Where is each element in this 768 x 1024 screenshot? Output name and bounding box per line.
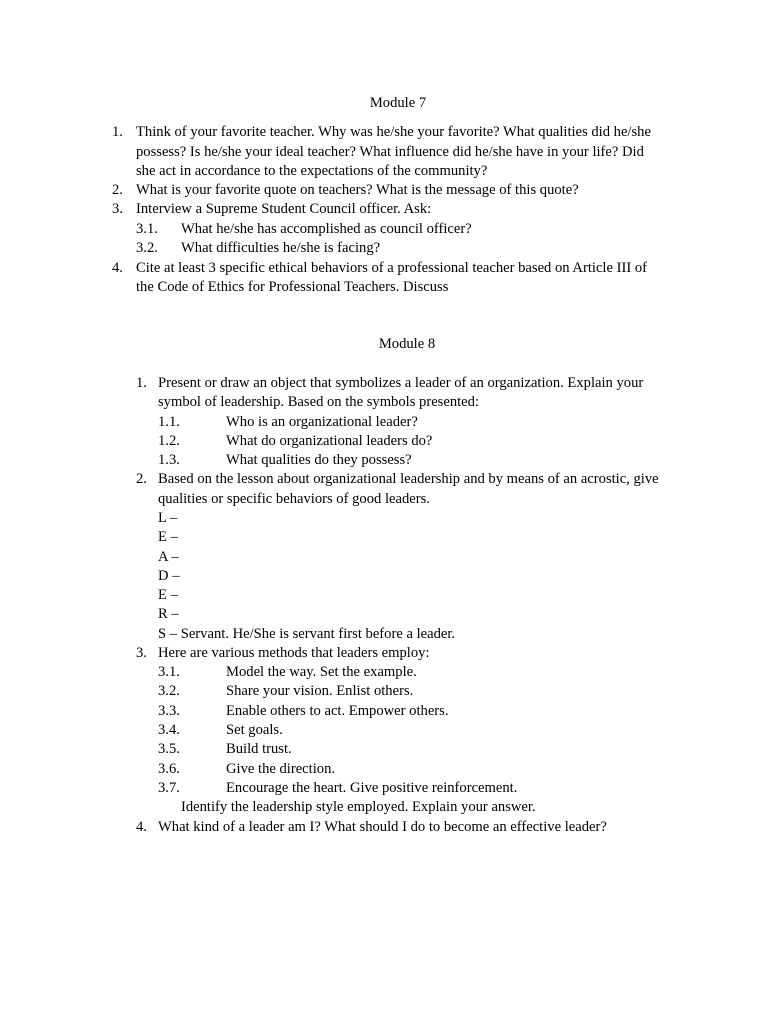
sublist-number: 3.7. (158, 780, 180, 796)
list-number: 4. (112, 260, 123, 276)
acrostic-line-d: D – (158, 568, 180, 584)
list-item-text: she act in accordance to the expectations of the community? (136, 163, 488, 179)
sublist-item-text: What do organizational leaders do? (226, 433, 433, 449)
list-item-text: qualities or specific behaviors of good leaders. (158, 491, 430, 507)
sublist-number: 3.4. (158, 722, 180, 738)
acrostic-line-s: S – Servant. He/She is servant first before a leader. (158, 626, 456, 642)
sublist-item-text: Share your vision. Enlist others. (226, 683, 414, 699)
module-8-title: Module 8 (378, 336, 436, 352)
list-number: 2. (112, 182, 123, 198)
sublist-item-text: What qualities do they possess? (226, 452, 412, 468)
list-item-text: What is your favorite quote on teachers? What is the message of this quote? (136, 182, 579, 198)
list-number: 1. (136, 375, 147, 391)
sublist-number: 3.6. (158, 761, 180, 777)
sublist-number: 3.1. (158, 664, 180, 680)
list-item-text: the Code of Ethics for Professional Teachers. Discuss (136, 279, 449, 295)
list-number: 2. (136, 471, 147, 487)
list-item-text: Interview a Supreme Student Council officer. Ask: (136, 201, 432, 217)
acrostic-line-e: E – (158, 529, 178, 545)
sublist-item-text: What he/she has accomplished as council officer? (181, 221, 472, 237)
sublist-item-text: Enable others to act. Empower others. (226, 703, 449, 719)
list-number: 1. (112, 124, 123, 140)
list-item-text: What kind of a leader am I? What should I do to become an effective leader? (158, 819, 607, 835)
list-item-text: Here are various methods that leaders employ: (158, 645, 430, 661)
sublist-item-text: Encourage the heart. Give positive reinforcement. (226, 780, 518, 796)
sublist-item-text: Set goals. (226, 722, 283, 738)
acrostic-line-r: R – (158, 606, 179, 622)
module-8-item-3-instruction: Identify the leadership style employed. Explain your answer. (181, 799, 536, 815)
sublist-number: 3.2. (158, 683, 180, 699)
list-item-text: Cite at least 3 specific ethical behaviors of a professional teacher based on Article III of (136, 260, 647, 276)
sublist-number: 3.3. (158, 703, 180, 719)
sublist-item-text: Who is an organizational leader? (226, 414, 418, 430)
sublist-item-text: Give the direction. (226, 761, 336, 777)
acrostic-line-a: A – (158, 549, 179, 565)
sublist-item-text: Model the way. Set the example. (226, 664, 417, 680)
sublist-number: 1.1. (158, 414, 180, 430)
list-item-text: Based on the lesson about organizational leadership and by means of an acrostic, give (158, 471, 659, 487)
module-7-title: Module 7 (369, 95, 427, 111)
list-item-text: Present or draw an object that symbolizes a leader of an organization. Explain your (158, 375, 644, 391)
sublist-item-text: What difficulties he/she is facing? (181, 240, 381, 256)
sublist-number: 1.2. (158, 433, 180, 449)
sublist-number: 3.2. (136, 240, 158, 256)
sublist-item-text: Build trust. (226, 741, 292, 757)
list-number: 3. (112, 201, 123, 217)
acrostic-line-e2: E – (158, 587, 178, 603)
list-item-text: possess? Is he/she your ideal teacher? What influence did he/she have in your life? Did (136, 144, 644, 160)
acrostic-line-l: L – (158, 510, 178, 526)
list-number: 4. (136, 819, 147, 835)
sublist-number: 3.1. (136, 221, 158, 237)
sublist-number: 1.3. (158, 452, 180, 468)
list-number: 3. (136, 645, 147, 661)
list-item-text: symbol of leadership. Based on the symbols presented: (158, 394, 480, 410)
list-item-text: Think of your favorite teacher. Why was he/she your favorite? What qualities did he/she (136, 124, 651, 140)
sublist-number: 3.5. (158, 741, 180, 757)
